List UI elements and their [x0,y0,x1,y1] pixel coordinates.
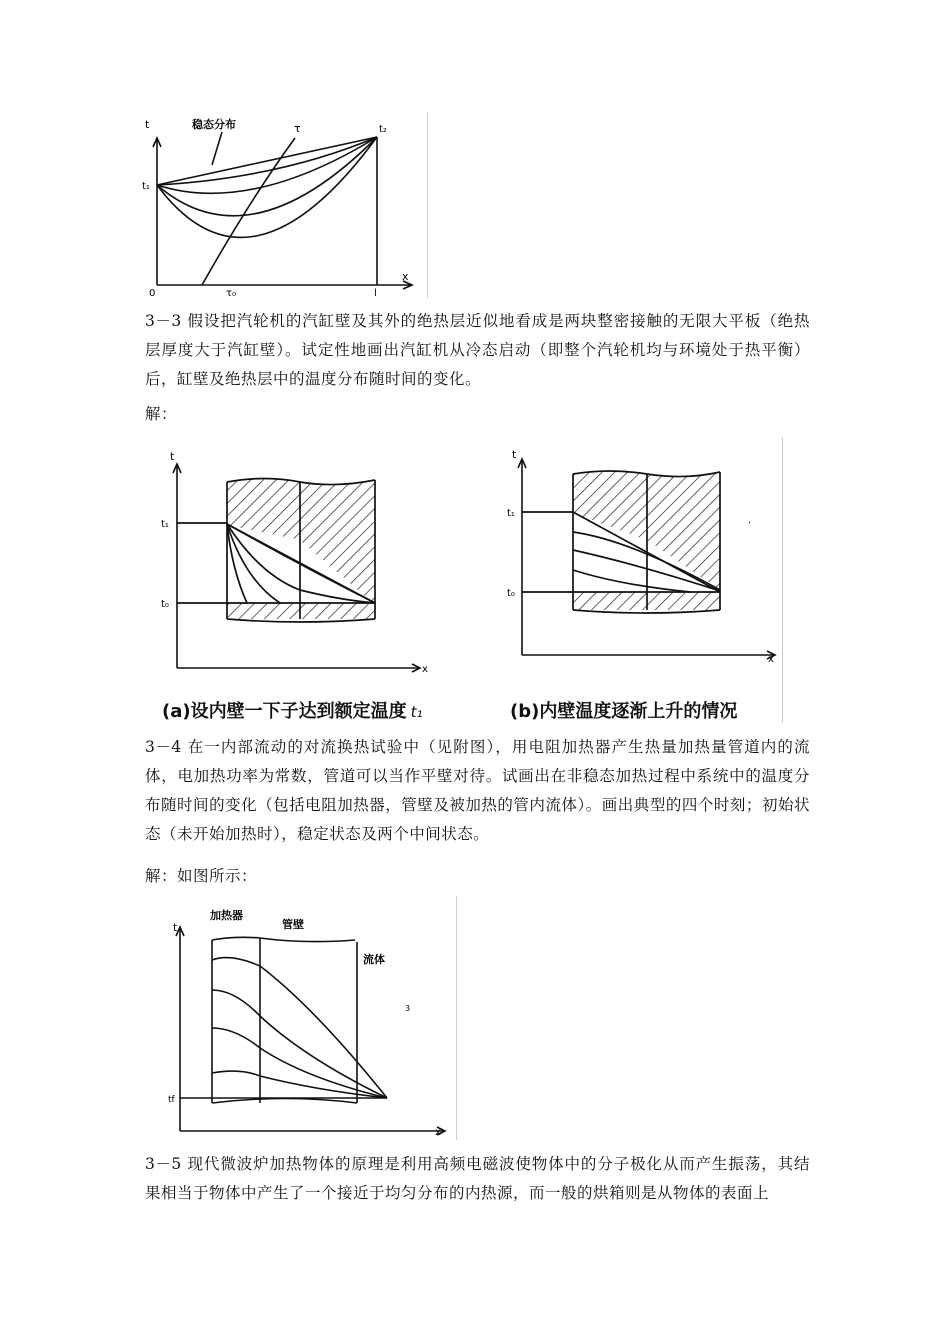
b-t-label: t [512,448,517,461]
figure-heater-wall-fluid [155,898,465,1143]
a-t1-label: t₁ [161,519,169,530]
heater-label: 加热器 [210,909,243,922]
b-x-label: x [768,654,774,665]
caption-a [162,697,423,723]
t-axis-label: t [145,118,150,131]
a-t0-label: t₀ [161,599,169,610]
caption-a-symbol: t₁ [410,703,423,721]
fig3-t-label: t [173,921,178,934]
fig3-stray-mark: 3 [405,1004,411,1013]
figure1-divider [427,112,428,298]
stray-dot: · [748,518,752,529]
panel-a [161,450,428,675]
problem-3-4-text: 3－4 在一内部流动的对流换热试验中（见附图），用电阻加热器产生热量加热量管道内的流体，电加热功率为常数，管道可以当作平壁对待。试画出在非稳态加热过程中系统中的温度分布随时间的变化（包括电阻加热器，管壁及被加热的管内流体）。画出典型的四个时刻；初始状态（未开始加热时），稳定状态及两个中间状态。 [145,738,810,843]
t1-label: t₁ [142,181,150,192]
figure-cylinder-wall-insulation [150,440,790,730]
x-axis-label: x [402,270,409,283]
label-pointer [212,132,222,165]
tau0-label: τ₀ [226,288,237,299]
l-label: l [374,288,377,299]
a-bottom-edge [227,619,375,622]
problem-3-5-text: 3－5 现代微波炉加热物体的原理是利用高频电磁波使物体中的分子极化从而产生振荡，其结果相当于物体中产生了一个接近于均匀分布的内热源，而一般的烘箱则是从物体的表面上 [145,1155,810,1202]
caption-a-text: (a)设内壁一下子达到额定温度 [162,701,407,722]
curve-4 [157,137,377,237]
problem-3-3-answer: 解： [145,405,178,423]
t2-label: t₂ [379,124,387,135]
caption-b: (b)内壁温度逐渐上升的情况 [510,701,738,722]
curve-2 [157,137,377,193]
tf-label: tf [168,1095,175,1105]
fig3-x-label: x [435,1127,441,1138]
tau-line [202,138,295,285]
wall-label: 管壁 [282,918,304,931]
b-t0-label: t₀ [507,588,515,599]
problem-3-3-text: 3－3 假设把汽轮机的汽缸壁及其外的绝热层近似地看成是两块整密接触的无限大平板（绝热层厚度大于汽缸壁）。试定性地画出汽缸机从冷态启动（即整个汽轮机均与环境处于热平衡）后，缸壁及绝热层中的温度分布随时间的变化。 [145,312,810,388]
origin-label: 0 [149,288,156,299]
figure3-divider [456,896,457,1140]
fluid-label: 流体 [363,953,385,966]
b-t1-label: t₁ [507,508,515,519]
steady-label: 稳态分布 [192,118,236,131]
a-x-label: x [422,664,428,675]
figure2-divider [782,437,783,723]
problem-3-4-answer: 解：如图所示： [145,867,258,885]
figure-steady-state-curves [140,110,430,300]
tau-label: τ [294,122,301,135]
panel-b [507,448,775,665]
a-t-label: t [170,450,175,463]
